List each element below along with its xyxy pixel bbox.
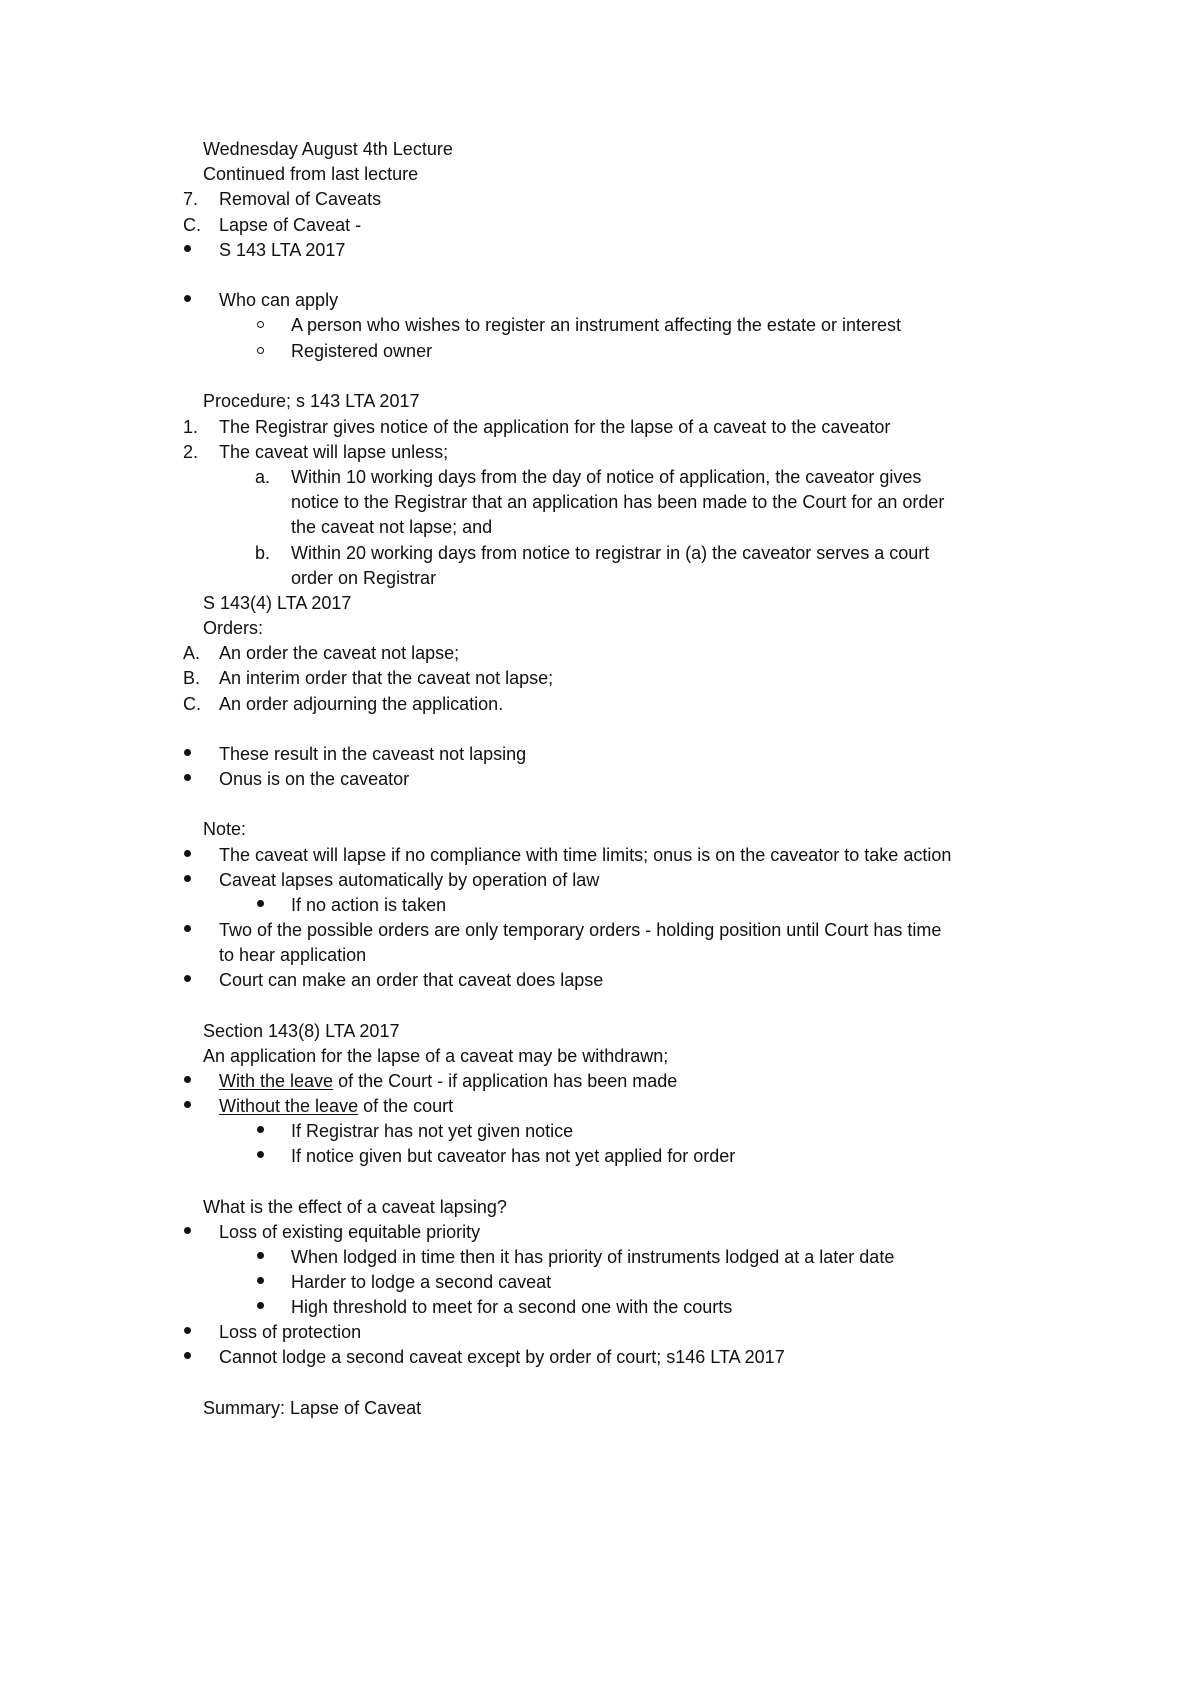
bullet-icon: [184, 875, 191, 882]
note-bullet: Court can make an order that caveat does lapse: [219, 970, 604, 990]
bullet-icon: [257, 1151, 264, 1158]
section-c-letter: C.: [183, 215, 201, 235]
sub-letter: a.: [255, 467, 271, 487]
note-bullet: Two of the possible orders are only temporary orders - holding position until Court has time: [219, 920, 942, 940]
order-text: An interim order that the caveat not lapse;: [219, 668, 554, 688]
effect-bullet: Cannot lodge a second caveat except by order of court; s146 LTA 2017: [219, 1347, 785, 1367]
bullet-icon: [184, 1352, 191, 1359]
order-letter: C.: [183, 694, 201, 714]
effect-bullet: Loss of existing equitable priority: [219, 1222, 481, 1242]
hollow-bullet-icon: [257, 321, 264, 328]
note-bullet-continued: to hear application: [219, 945, 367, 965]
step-number: 2.: [183, 442, 199, 462]
section-c-title: Lapse of Caveat -: [219, 215, 362, 235]
order-text: An order the caveat not lapse;: [219, 643, 460, 663]
effect-question: What is the effect of a caveat lapsing?: [203, 1197, 507, 1217]
sub-text: notice to the Registrar that an application has been made to the Court for an order: [291, 492, 945, 512]
procedure-heading: Procedure; s 143 LTA 2017: [203, 391, 420, 411]
bullet-icon: [184, 295, 191, 302]
sub-text: Within 10 working days from the day of notice of application, the caveator gives: [291, 467, 922, 487]
step-text: The caveat will lapse unless;: [219, 442, 449, 462]
summary-label: Summary: Lapse of Caveat: [203, 1398, 422, 1418]
bullet-icon: [257, 1252, 264, 1259]
order-letter: A.: [183, 643, 201, 663]
who-item: Registered owner: [291, 341, 433, 361]
sub-letter: b.: [255, 543, 271, 563]
orders-bullet: Onus is on the caveator: [219, 769, 410, 789]
lecture-title: Wednesday August 4th Lecture: [203, 139, 453, 159]
who-can-apply: Who can apply: [219, 290, 339, 310]
bullet-icon: [257, 1277, 264, 1284]
phrase-rest: of the court: [358, 1096, 454, 1116]
step-number: 1.: [183, 417, 199, 437]
bullet-icon: [184, 1101, 191, 1108]
bullet-icon: [257, 1302, 264, 1309]
withdraw-sub: If Registrar has not yet given notice: [291, 1121, 574, 1141]
section-7-title: Removal of Caveats: [219, 189, 382, 209]
withdraw-without-leave: [219, 1095, 453, 1117]
bullet-icon: [184, 925, 191, 932]
order-text: An order adjourning the application.: [219, 694, 504, 714]
bullet-icon: [184, 1076, 191, 1083]
who-item: A person who wishes to register an instrument affecting the estate or interest: [291, 315, 901, 335]
sub-text: order on Registrar: [291, 568, 437, 588]
sub-text: the caveat not lapse; and: [291, 517, 493, 537]
hollow-bullet-icon: [257, 347, 264, 354]
note-bullet: The caveat will lapse if no compliance with time limits; onus is on the caveator to take action: [219, 845, 952, 865]
effect-sub: Harder to lodge a second caveat: [291, 1272, 552, 1292]
lecture-subtitle: Continued from last lecture: [203, 164, 419, 184]
note-label: Note:: [203, 819, 247, 839]
note-bullet: Caveat lapses automatically by operation of law: [219, 870, 600, 890]
withdraw-heading: Section 143(8) LTA 2017: [203, 1021, 400, 1041]
orders-bullet: These result in the caveast not lapsing: [219, 744, 527, 764]
note-sub-bullet: If no action is taken: [291, 895, 447, 915]
step-text: The Registrar gives notice of the application for the lapse of a caveat to the caveator: [219, 417, 891, 437]
bullet-icon: [184, 850, 191, 857]
bullet-icon: [184, 774, 191, 781]
bullet-icon: [184, 1227, 191, 1234]
bullet-icon: [184, 749, 191, 756]
withdraw-with-leave: [219, 1070, 677, 1092]
bullet-icon: [257, 1126, 264, 1133]
section-c-ref: S 143 LTA 2017: [219, 240, 346, 260]
effect-bullet: Loss of protection: [219, 1322, 362, 1342]
sub-text: Within 20 working days from notice to registrar in (a) the caveator serves a court: [291, 543, 930, 563]
section-7-number: 7.: [183, 189, 199, 209]
bullet-icon: [184, 245, 191, 252]
orders-label: Orders:: [203, 618, 264, 638]
withdraw-sub: If notice given but caveator has not yet applied for order: [291, 1146, 736, 1166]
bullet-icon: [257, 900, 264, 907]
bullet-icon: [184, 975, 191, 982]
order-letter: B.: [183, 668, 201, 688]
orders-ref: S 143(4) LTA 2017: [203, 593, 352, 613]
bullet-icon: [184, 1327, 191, 1334]
phrase-rest: of the Court - if application has been made: [333, 1071, 678, 1091]
withdraw-intro: An application for the lapse of a caveat may be withdrawn;: [203, 1046, 669, 1066]
effect-sub: High threshold to meet for a second one with the courts: [291, 1297, 733, 1317]
effect-sub: When lodged in time then it has priority of instruments lodged at a later date: [291, 1247, 895, 1267]
underlined-phrase: With the leave: [219, 1071, 334, 1091]
underlined-phrase: Without the leave: [219, 1096, 359, 1116]
